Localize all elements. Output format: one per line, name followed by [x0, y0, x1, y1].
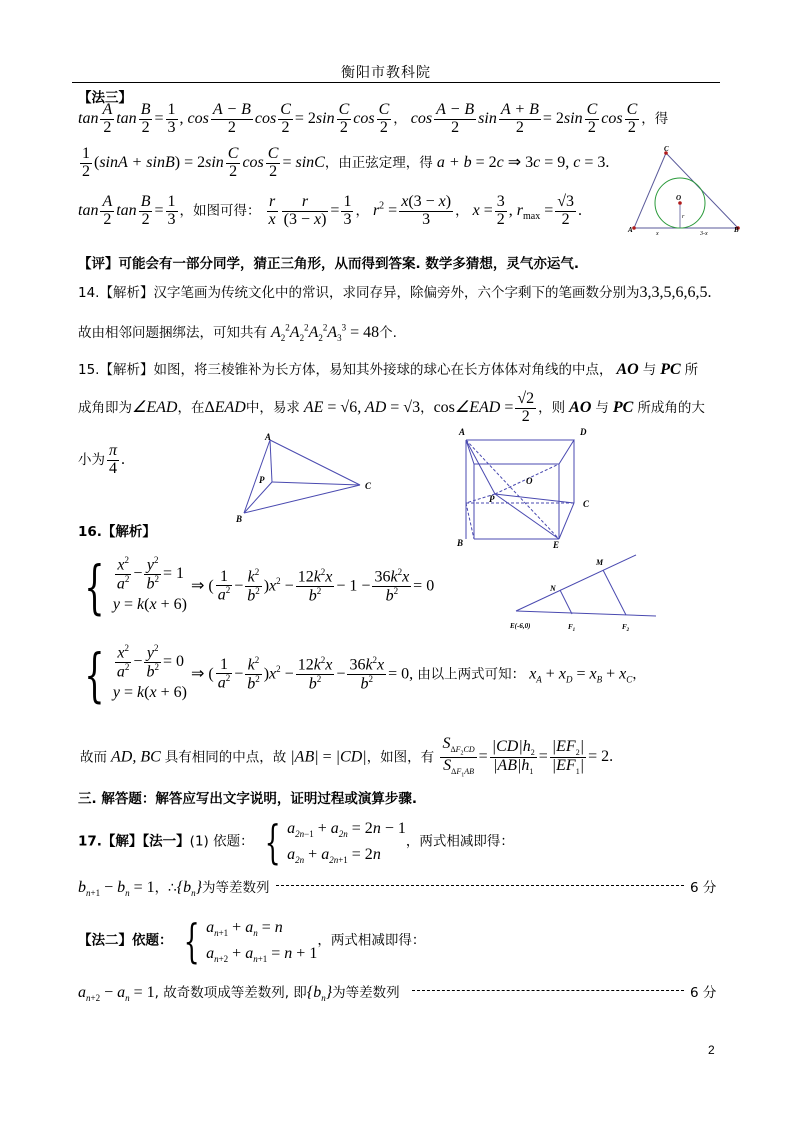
hyper-label-e: E(-6,0)	[510, 622, 531, 630]
hyper-label-f1: $F_1$	[568, 623, 576, 633]
box-label-o: O	[526, 476, 533, 486]
method3-label: 【法三】	[78, 90, 132, 106]
q16-conclusion-c: ，如图，有	[366, 749, 435, 766]
q15-line3: 小为 $\frac{\pi}{4}$ .	[78, 442, 126, 477]
q16-system2: { $\frac{x^2}{a^2}$ − $\frac{y^2}{b^2}$ = 0 y = k(x + 6) ⇒ ( $\frac{1}{a^2}$ − $\frac{k^2}{b^2}$ )$x^2$ − $\frac{12k^2x}{b^2}$ − $\frac{36k^2x}{b^2}$ = 0, 由以上两式可知： $x_A + x_D = x_B + x_C$，	[84, 640, 646, 709]
tri-label-c: C	[664, 145, 669, 153]
q17-score1: 6 分	[690, 880, 717, 896]
law-of-sines-text: ，由正弦定理，得	[324, 154, 433, 171]
incircle-triangle-figure	[626, 144, 746, 238]
tetra-label-p: P	[259, 475, 265, 485]
tetra-label-a: A	[265, 432, 272, 442]
q17-part: (1) 依题：	[189, 833, 254, 850]
q15-text2c: 中，易求	[245, 399, 300, 416]
figure-ref-text: ，如图可得：	[179, 202, 261, 219]
q14-line1: 14.【解析】汉字笔画为传统文化中的常识，求同存异，除偏旁外，六个字剩下的笔画数分别为3,3,5,6,6,5.	[78, 284, 712, 301]
q15-label: 15.【解析】	[78, 362, 154, 378]
q14-text: 汉字笔画为传统文化中的常识，求同存异，除偏旁外，六个字剩下的笔画数分别为	[153, 285, 640, 301]
tri-label-x: x	[656, 231, 659, 237]
hyper-label-m: M	[596, 558, 604, 567]
method3-evaluation: 【评】可能会有一部分同学，猜正三角形，从而得到答案. 数学多猜想，灵气亦运气.	[78, 256, 579, 272]
tri-label-o: O	[676, 194, 682, 202]
box-label-d: D	[580, 427, 587, 437]
q17-dash-line1	[276, 885, 684, 886]
box-label-a: A	[459, 427, 466, 437]
q14-text2: 故由相邻问题捆绑法，可知共有	[78, 325, 267, 341]
q17-result1: $b_{n+1} - b_n = 1$，$\therefore\{b_n\}$为等差数列	[78, 879, 270, 899]
q15-text3: 小为	[78, 451, 105, 468]
method3-line3: tan $\frac{A}{2}$ tan $\frac{B}{2}$ = $\frac{1}{3}$ ，如图可得： $\frac{r}{x}$ $\frac{r}{(3 - x)}$ = $\frac{1}{3}$ ， $r^2$ = $\frac{x(3 - x)}{3}$ ， x = $\frac{3}{2}$ , $r_{max}$ = $\frac{√3}{2}$ .	[78, 193, 583, 228]
q16-text-a: 由以上两式可知：	[417, 666, 526, 683]
q15-text1: 如图，将三棱锥补为长方体，易知其外接球的球心在长方体体对角线的中点，	[153, 362, 613, 378]
q17-result2-b: 为等差数列	[332, 985, 400, 1001]
cuboid-figure	[455, 422, 605, 552]
page-number: 2	[708, 1043, 715, 1057]
q17-subtract: ，两式相减即得：	[405, 833, 514, 850]
q17-method2-label: 【法二】依题：	[78, 932, 173, 949]
q17-label: 17.【解】【法一】	[78, 833, 190, 850]
box-label-p: P	[489, 494, 495, 504]
asymptote-figure	[506, 553, 666, 635]
q14-label: 14.【解析】	[78, 285, 154, 301]
q15-text1c: 所	[684, 362, 699, 378]
q17-line1: 17.【解】【法一】(1) 依题： { $a_{2n-1} + a_{2n} = 2n - 1$ $a_{2n} + a_{2n+1} = 2n$，两式相减即得：	[78, 814, 514, 869]
tri-label-r: r	[682, 214, 685, 220]
method3-line2: $\frac{1}{2}$ (sinA + sinB) = 2sin $\frac{C}{2}$ cos $\frac{C}{2}$ = sinC，由正弦定理，得 a + b = 2c ⇒ 3c = 9, c = 3.	[82, 145, 610, 180]
tetra-label-b: B	[236, 514, 243, 524]
q15-text2d: ，则	[538, 399, 566, 416]
q15-text2f: 所成角的大	[637, 399, 705, 416]
q17-subtract-2: ，两式相减即得：	[317, 932, 426, 949]
tetra-label-c: C	[365, 481, 372, 491]
de-text: ，得	[641, 110, 669, 127]
q17-result2-a: , 故奇数项成等差数列, 即	[154, 985, 307, 1001]
box-label-b: B	[457, 538, 464, 548]
q15-text1b: 与	[642, 362, 657, 378]
q17-method2: 【法二】依题： { $a_{n+1} + a_n = n$ $a_{n+2} + a_{n+1} = n + 1$，两式相减即得：	[78, 913, 426, 968]
tri-label-a: A	[628, 226, 633, 234]
q14-stroke-counts: 3,3,5,6,6,5	[639, 284, 708, 301]
q15-line2: 成角即为∠EAD，在ΔEAD中，易求 AE = √6, AD = √3，cos∠EAD = $\frac{√2}{2}$ ，则 AO 与 PC 所成角的大	[78, 390, 705, 425]
page-header-title: 衡阳市教科院	[341, 65, 431, 81]
box-label-e: E	[553, 540, 560, 550]
q16-conclusion-b: 具有相同的中点，故	[164, 749, 287, 766]
q16-label: 16.【解析】	[78, 524, 156, 540]
q16-conclusion-a: 故而	[80, 749, 107, 766]
q14-line2: 故由相邻问题捆绑法，可知共有 $A_2^2A_2^2A_2^2A_3^3 = 48$个.	[78, 322, 397, 344]
q15-text2a: 成角即为	[78, 399, 132, 416]
q15-line1: 15.【解析】如图，将三棱锥补为长方体，易知其外接球的球心在长方体体对角线的中点， AO 与 PC 所	[78, 361, 699, 378]
q14-text3: 个.	[379, 325, 397, 341]
q15-text2b: ，在	[177, 399, 205, 416]
q16-system1: { $\frac{x^2}{a^2}$ − $\frac{y^2}{b^2}$ = 1 y = k(x + 6) ⇒ ( $\frac{1}{a^2}$ − $\frac{k^2}{b^2}$ )$x^2$ − $\frac{12k^2x}{b^2}$ − 1 − $\frac{36k^2x}{b^2}$ = 0	[84, 552, 435, 621]
hyper-label-f2: $F_2$	[622, 623, 630, 633]
q17-result1-text: 为等差数列	[202, 880, 270, 896]
tri-label-b: B	[734, 226, 739, 234]
comma-1: ，	[393, 110, 407, 127]
section-3-title: 三. 解答题：解答应写出文字说明，证明过程或演算步骤.	[78, 791, 417, 807]
hyper-label-n: N	[550, 584, 556, 593]
q16-conclusion: 故而 AD, BC 具有相同的中点，故 |AB| = |CD|，如图，有 $\frac{S_{\Delta F_2CD}}{S_{\Delta F_1AB}}$ = $\frac{|CD|h_2}{|AB|h_1}$ = $\frac{|EF_2|}{|EF_1|}$ = 2.	[80, 735, 614, 779]
tri-label-3x: 3-x	[700, 231, 708, 237]
method3-line1: tan $\frac{A}{2}$ tan $\frac{B}{2}$ = $\frac{1}{3}$ , cos $\frac{A - B}{2}$ cos $\frac{C}{2}$ = 2sin $\frac{C}{2}$ cos $\frac{C}{2}$ ， cos $\frac{A - B}{2}$ sin $\frac{A + B}{2}$ = 2sin $\frac{C}{2}$ cos $\frac{C}{2}$ ，得	[78, 101, 669, 136]
q15-text2e: 与	[595, 399, 609, 416]
tetrahedron-figure	[228, 430, 378, 530]
header-rule	[72, 82, 720, 83]
box-label-c: C	[583, 499, 590, 509]
q17-dash-line2	[412, 990, 684, 991]
q17-result2: $a_{n+2} - a_n = 1$, 故奇数项成等差数列, 即$\{b_n\}$为等差数列	[78, 984, 400, 1004]
q17-score2: 6 分	[690, 985, 717, 1001]
